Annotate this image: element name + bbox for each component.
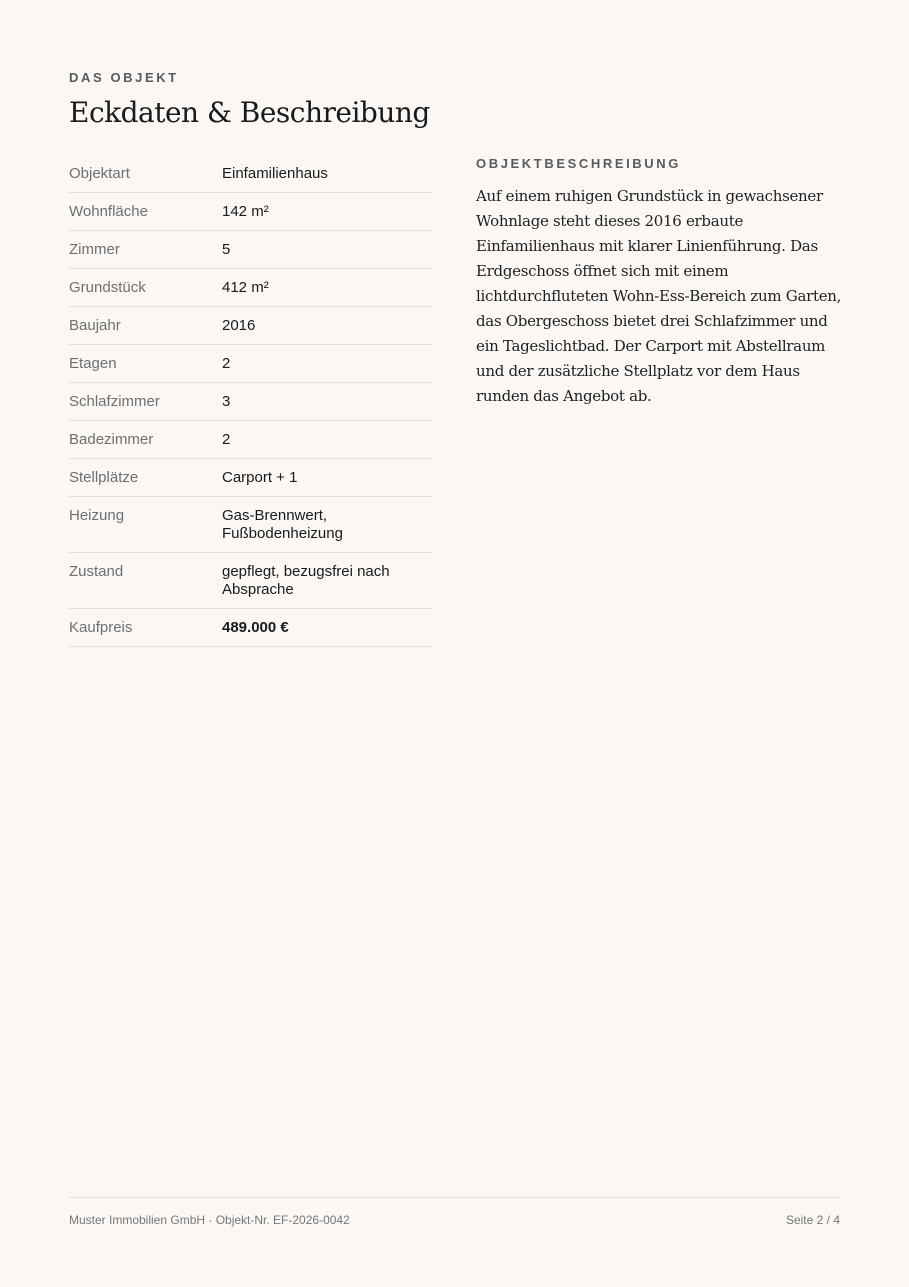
page-title: Eckdaten & Beschreibung — [69, 96, 430, 129]
fact-row-heizung — [69, 497, 433, 553]
fact-row-wohnflaeche — [69, 193, 433, 231]
fact-row-schlafzimmer — [69, 383, 433, 421]
fact-value: 3 — [222, 383, 433, 421]
fact-label: Kaufpreis — [69, 609, 222, 647]
price-value: 489.000 € — [222, 609, 433, 647]
fact-value: Einfamilienhaus — [222, 155, 433, 193]
fact-row-zustand — [69, 553, 433, 609]
fact-label: Heizung — [69, 497, 222, 553]
fact-label: Schlafzimmer — [69, 383, 222, 421]
fact-value: 5 — [222, 231, 433, 269]
fact-label: Stellplätze — [69, 459, 222, 497]
description-heading: OBJEKTBESCHREIBUNG — [476, 156, 681, 171]
fact-row-grundstueck — [69, 269, 433, 307]
footer-divider — [69, 1197, 840, 1198]
key-facts-table — [69, 155, 433, 647]
fact-row-zimmer — [69, 231, 433, 269]
fact-value: 142 m² — [222, 193, 433, 231]
fact-row-objektart — [69, 155, 433, 193]
section-eyebrow: DAS OBJEKT — [69, 70, 179, 85]
fact-value: 2016 — [222, 307, 433, 345]
fact-value: 2 — [222, 345, 433, 383]
fact-label: Etagen — [69, 345, 222, 383]
page-number: Seite 2 / 4 — [785, 1213, 840, 1227]
fact-row-stellplaetze — [69, 459, 433, 497]
fact-label: Badezimmer — [69, 421, 222, 459]
fact-value: gepflegt, bezugsfrei nach Absprache — [222, 553, 433, 609]
fact-label: Wohnfläche — [69, 193, 222, 231]
fact-value: 412 m² — [222, 269, 433, 307]
footer-company: Muster Immobilien GmbH · Objekt-Nr. EF-2026-0042 — [69, 1213, 350, 1227]
fact-value: Carport + 1 — [222, 459, 433, 497]
description-text: Auf einem ruhigen Grundstück in gewachsener Wohnlage steht dieses 2016 erbaute Einfamilienhaus mit klarer Linienführung. Das Erdgeschoss öffnet sich mit einem lichtdurchfluteten Wohn-Ess-Bereich zum Garten, das Obergeschoss bietet drei Schlafzimmer und ein Tageslichtbad. Der Carport mit Abstellraum und der zusätzliche Stellplatz vor dem Haus runden das Angebot ab. — [476, 187, 842, 405]
fact-label: Zustand — [69, 553, 222, 609]
fact-row-badezimmer — [69, 421, 433, 459]
fact-row-kaufpreis — [69, 609, 433, 647]
fact-label: Grundstück — [69, 269, 222, 307]
fact-value: Gas-Brennwert, Fußbodenheizung — [222, 497, 433, 553]
fact-row-baujahr — [69, 307, 433, 345]
fact-row-etagen — [69, 345, 433, 383]
fact-label: Baujahr — [69, 307, 222, 345]
fact-value: 2 — [222, 421, 433, 459]
fact-label: Zimmer — [69, 231, 222, 269]
fact-label: Objektart — [69, 155, 222, 193]
